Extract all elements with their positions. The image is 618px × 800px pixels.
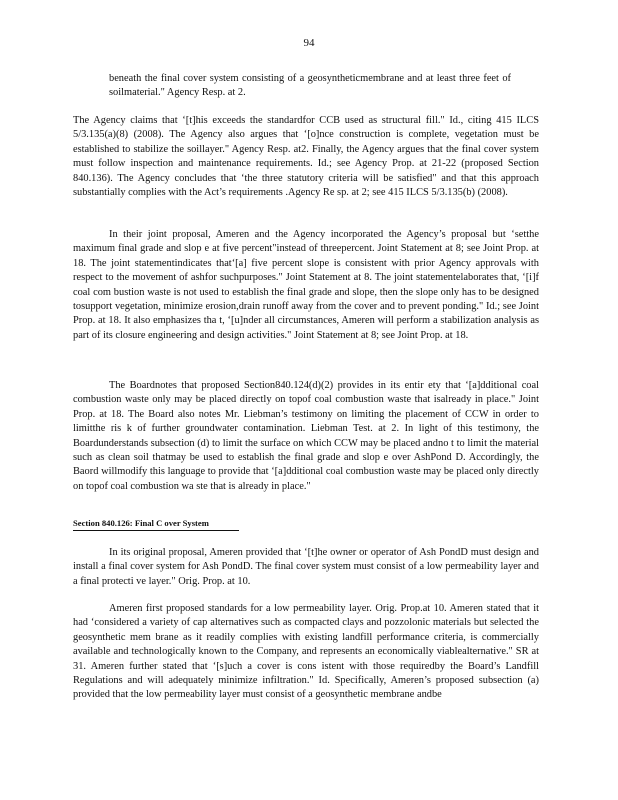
paragraph-original-proposal	[73, 546, 539, 589]
section-heading: Section 840.126: Final C over System	[73, 518, 239, 531]
page-number: 94	[303, 37, 315, 49]
paragraph-first-proposed	[73, 602, 539, 703]
paragraph-text: In their joint proposal, Ameren and the Agency incorporated the Agency’s proposal but ‘setthe maximum final grade and slop e at five percent"instead of threepercent. Joint Statement at 8; see Joint Prop. at 18. The joint statementindicates that‘[a] five percent slope is consistent with prior Agency approvals with respect to the movement of ashfor suchpurposes." Joint Statement at 8. The joint statementelaborates that, ‘[i]f coal com bustion waste is not used to establish the final grade and slope, then the slope only has to be designed tosupport vegetation, minimize erosion,drain runoff away from the cover and to prevent ponding." Id.; see Joint Prop. at 18. It also emphasizes tha t, ‘[u]nder all circumstances, Ameren will perform a stabilization analysis as part of its closure engineering and design activities." Joint Statement at 8; see Joint Prop. at 18.	[73, 229, 539, 341]
paragraph-joint-proposal	[73, 228, 539, 343]
paragraph-text: The Boardnotes that proposed Section840.124(d)(2) provides in its entir ety that ‘[a]dditional coal combustion waste only may be placed directly on topof coal combustion waste that isalready in place." Joint Prop. at 18. The Board also notes Mr. Liebman’s testimony on limiting the placement of CCW in order to limitthe ris k of further groundwater contamination. Liebman Test. at 2. In light of this testimony, the Boardunderstands subsection (d) to limit the surface on which CCW may be placed andno t to limit the material such as clean soil thatmay be used to establish the final grade and slop e over AshPond D. Accordingly, the Baord willmodify this language to provide that ‘[a]dditional coal combustion waste may be placed only directly on topof coal combustion wa ste that is already in place."	[73, 380, 539, 492]
paragraph-agency-claims	[73, 114, 539, 200]
paragraph-board-notes	[73, 379, 539, 494]
paragraph-text: Ameren first proposed standards for a low permeability layer. Orig. Prop.at 10. Ameren stated that it had ‘considered a variety of cap alternatives such as compacted clays and pozzolonic materials but selected the geosynthetic mem brane as it readily complies with existing landfill performance criteria, is commercially available and technologically known to the Company, and represents an economically viablealternative." SR at 31. Ameren further stated that ‘[s]uch a cover is cons istent with those requiredby the Board’s Landfill Regulations and will adequately minimize infiltration." Id. Specifically, Ameren’s proposed subsection (a) provided that the low permeability layer must consist of a geosynthetic membrane andbe	[73, 603, 539, 701]
block-quote-continuation	[109, 72, 511, 101]
paragraph-text: The Agency claims that ‘[t]his exceeds the standardfor CCB used as structural fill." Id., citing 415 ILCS 5/3.135(a)(8) (2008). The Agency also argues that ‘[o]nce construction is complete, vegetation must be established to stabilize the soillayer." Agency Resp. at2. Finally, the Agency argues that the final cover system must follow inspection and maintenance requirements. Id.; see Agency Prop. at 21-22 (proposed Section 840.136). The Agency concludes that ‘the three statutory criteria will be satisfied" and that this approach substantially complies with the Act’s requirements .Agency Re sp. at 2; see 415 ILCS 5/3.135(b) (2008).	[73, 115, 539, 199]
paragraph-text: In its original proposal, Ameren provided that ‘[t]he owner or operator of Ash PondD must design and install a final cover system for Ash PondD. The final cover system must consist of a low permeability layer and a final protecti ve layer." Orig. Prop. at 10.	[73, 547, 539, 587]
quote-text: beneath the final cover system consisting of a geosyntheticmembrane and at least three feet of soilmaterial." Agency Resp. at 2.	[109, 73, 511, 99]
